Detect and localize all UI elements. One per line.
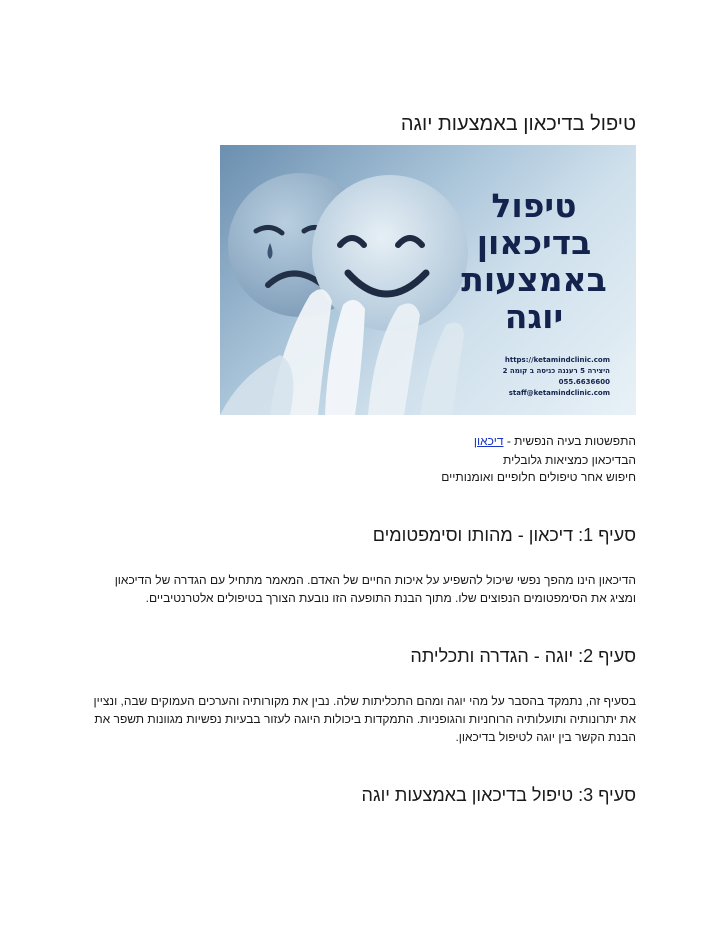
hero-image bbox=[220, 145, 636, 415]
section-text-line: הבנת הקשר בין יוגה לטיפול בדיכאון. bbox=[455, 730, 636, 744]
intro-line-2: הבדיכאון כמציאות גלובלית bbox=[503, 453, 636, 467]
section-heading: סעיף 3: טיפול בדיכאון באמצעות יוגה bbox=[361, 785, 636, 805]
contact-address: היצירה 5 רעננה כניסה ב קומה 2 bbox=[502, 367, 610, 375]
page-title: טיפול בדיכאון באמצעות יוגה bbox=[400, 113, 636, 135]
contact-email: staff@ketamindclinic.com bbox=[508, 389, 610, 397]
section-text-line: הדיכאון הינו מהפך נפשי שיכול להשפיע על איכות החיים של האדם. המאמר מתחיל עם הגדרה של הדיכאון bbox=[114, 573, 636, 587]
section-text-line: ומציג את הסימפטומים הנפוצים שלו. מתוך הבנת התופעה הזו נובעת הצורך בטיפולים אלטרנטיביים. bbox=[145, 591, 636, 605]
depression-link[interactable]: דיכאון bbox=[473, 434, 504, 448]
hero-line: בדיכאון bbox=[476, 223, 592, 262]
hero-line: באמצעות bbox=[461, 260, 607, 299]
hero-contact bbox=[500, 355, 610, 399]
hero-title bbox=[454, 187, 614, 335]
intro-line-1-text: התפשטות בעיה הנפשית - bbox=[503, 434, 636, 448]
section-text-line: את יתרונותיה ותועלותיה הרוחניות והגופניות. התמקדות ביכולות היוגה לעזור בבעיות נפשיות מגוונות תשפר את bbox=[94, 712, 636, 726]
happy-face bbox=[312, 175, 468, 331]
intro-line-3: חיפוש אחר טיפולים חלופיים ואומנותיים bbox=[441, 470, 636, 484]
hero-line: יוגה bbox=[504, 297, 564, 336]
contact-phone: 055.6636600 bbox=[558, 378, 610, 386]
contact-url: https://ketamindclinic.com bbox=[504, 356, 610, 364]
intro-line-1 bbox=[474, 432, 636, 451]
section-heading: סעיף 1: דיכאון - מהותו וסימפטומים bbox=[372, 525, 636, 545]
section-text-line: בסעיף זה, נתמקד בהסבר על מהי יוגה ומהם התכליתות שלה. נבין את מקורותיה והערכים העמוקים שבה, ונציין bbox=[93, 694, 636, 708]
hero-line: טיפול bbox=[491, 186, 577, 225]
section-heading: סעיף 2: יוגה - הגדרה ותכליתה bbox=[410, 646, 636, 666]
